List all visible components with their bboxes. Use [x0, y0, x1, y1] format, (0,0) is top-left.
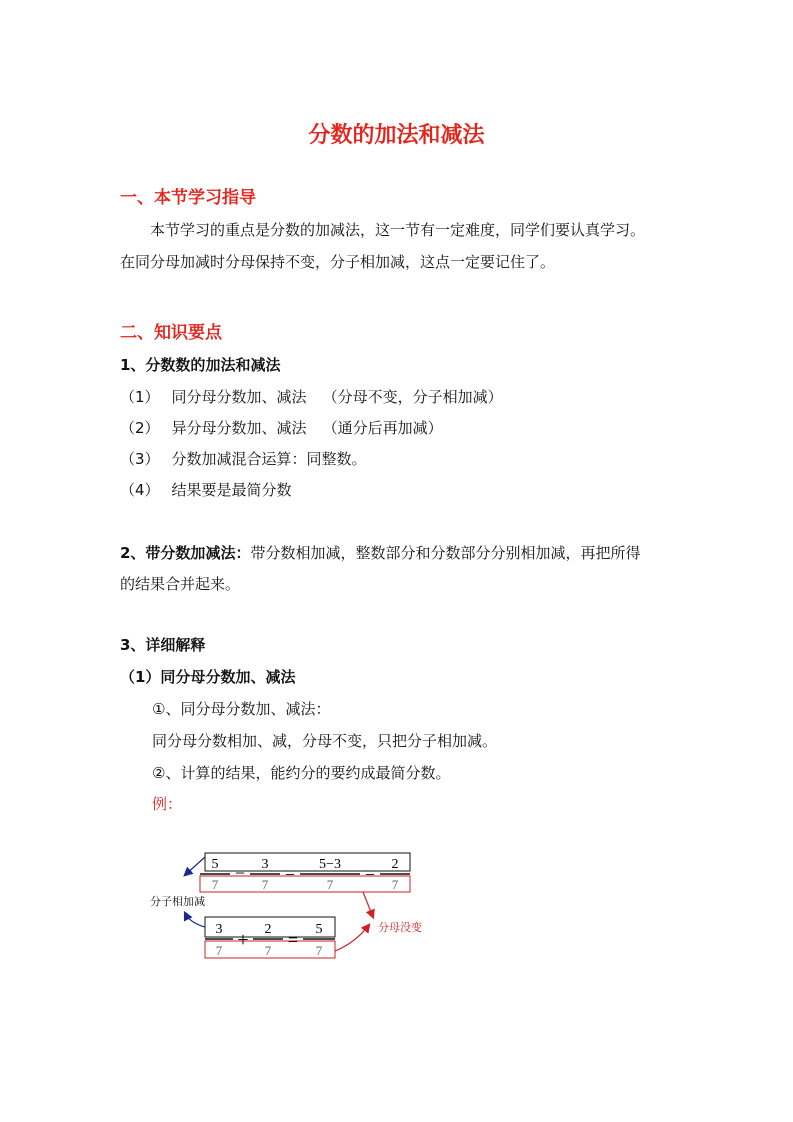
- eq2-d3: 7: [315, 943, 323, 958]
- eq2-n2: 2: [264, 922, 272, 937]
- eq2-n3: 5: [315, 922, 323, 937]
- eq1-n1: 5: [211, 857, 219, 872]
- denominator-label: 分母没变: [378, 922, 422, 934]
- denominator-arrow-top: [363, 892, 373, 917]
- eq1-d4: 7: [391, 877, 399, 892]
- page-title: 分数的加法和减法: [308, 122, 485, 148]
- eq1-d1: 7: [211, 877, 219, 892]
- denominator-arrow-bottom: [335, 925, 369, 951]
- eq2-d2: 7: [264, 943, 272, 958]
- numerator-label: 分子相加减: [150, 896, 205, 908]
- eq1-op: −: [234, 863, 246, 883]
- eq1-n2: 3: [261, 857, 269, 872]
- list-item: [120, 386, 503, 407]
- fraction-diagram: [145, 845, 445, 965]
- sub2-label: 2、带分数加减法：: [120, 544, 251, 562]
- denominator-box-top: [200, 876, 410, 892]
- section1-para-line2: 在同分母加减时分母保持不变，分子相加减，这点一定要记住了。: [120, 253, 556, 271]
- explanation-line: 同分母分数相加、减，分母不变，只把分子相加减。: [152, 732, 498, 750]
- section1-heading: 一、本节学习指导: [120, 188, 256, 208]
- list-item-number: （3）: [120, 450, 160, 468]
- list-item: [120, 479, 292, 500]
- section2-heading: 二、知识要点: [120, 323, 222, 343]
- numerator-arrow-top: [185, 857, 205, 875]
- list-item-text: 异分母分数加、减法: [171, 419, 307, 437]
- sub1-heading: 1、分数数的加法和减法: [120, 356, 281, 374]
- list-item-text: 同分母分数加、减法: [171, 388, 307, 406]
- sub3-heading: 3、详细解释: [120, 636, 206, 654]
- list-item-number: （2）: [120, 419, 160, 437]
- sub2-line1: [120, 542, 640, 563]
- eq1-eq: =: [284, 863, 296, 883]
- list-item-note: （分母不变，分子相加减）: [322, 388, 503, 406]
- list-item-text: 结果要是最简分数: [171, 481, 292, 499]
- list-item-number: （4）: [120, 481, 160, 499]
- list-item: [120, 448, 367, 469]
- list-item-text: 分数加减混合运算：同整数。: [171, 450, 367, 468]
- sub2-text-line2: 的结果合并起来。: [120, 575, 241, 593]
- explanation-line: ①、同分母分数加、减法：: [152, 700, 331, 718]
- eq1-d3: 7: [326, 877, 334, 892]
- explanation-line: ②、计算的结果，能约分的要约成最简分数。: [152, 764, 451, 782]
- list-item-note: （通分后再加减）: [322, 419, 443, 437]
- eq1-eq2: =: [364, 863, 376, 883]
- eq1-n4: 2: [391, 857, 399, 872]
- sub2-text-line1: 带分数相加减，整数部分和分数部分分别相加减，再把所得: [250, 544, 641, 562]
- list-item: [120, 417, 443, 438]
- eq2-d1: 7: [215, 943, 223, 958]
- section1-para-line1: 本节学习的重点是分数的加减法，这一节有一定难度，同学们要认真学习。: [150, 221, 646, 239]
- eq2-eq: =: [287, 930, 299, 950]
- eq2-n1: 3: [215, 922, 223, 937]
- eq2-op: +: [237, 929, 249, 951]
- example-label: 例：: [152, 795, 183, 813]
- eq1-d2: 7: [261, 877, 269, 892]
- sub3-part1-heading: （1）同分母分数加、减法: [120, 668, 296, 686]
- list-item-number: （1）: [120, 388, 160, 406]
- eq1-n3: 5−3: [319, 857, 341, 872]
- numerator-arrow-bottom: [185, 913, 205, 927]
